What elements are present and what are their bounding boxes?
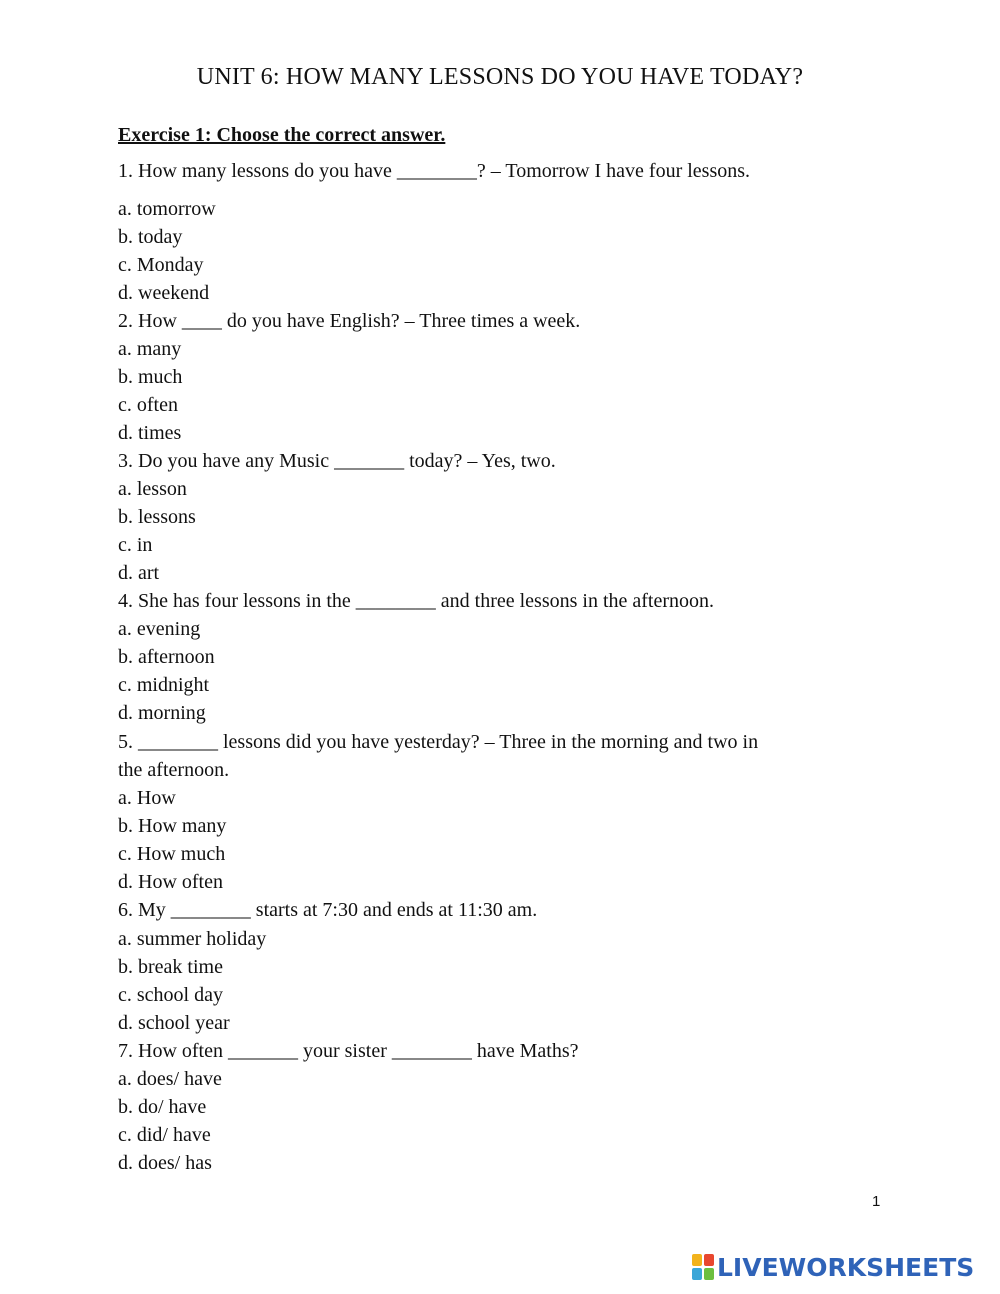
option-line: b. lessons bbox=[118, 506, 196, 528]
question-5: 5. ________ lessons did you have yesterday? – Three in the morning and two in bbox=[118, 731, 759, 753]
option-line: b. today bbox=[118, 226, 183, 248]
option-line: b. break time bbox=[118, 956, 223, 978]
option-line: d. How often bbox=[118, 871, 223, 893]
option-line: a. does/ have bbox=[118, 1068, 222, 1090]
option-line: c. midnight bbox=[118, 674, 210, 696]
liveworksheets-logo[interactable] bbox=[692, 1254, 974, 1280]
option-line: c. How much bbox=[118, 843, 226, 865]
question-3: 3. Do you have any Music _______ today? – Yes, two. bbox=[118, 450, 556, 472]
option-line: a. lesson bbox=[118, 478, 187, 500]
option-line: a. tomorrow bbox=[118, 198, 216, 220]
option-line: c. Monday bbox=[118, 254, 204, 276]
exercise-heading: Exercise 1: Choose the correct answer. bbox=[118, 124, 446, 146]
question-1: 1. How many lessons do you have ________? – Tomorrow I have four lessons. bbox=[118, 160, 751, 182]
option-line: d. morning bbox=[118, 702, 206, 724]
question-6: 6. My ________ starts at 7:30 and ends at 11:30 am. bbox=[118, 899, 538, 921]
option-line: d. does/ has bbox=[118, 1152, 212, 1174]
option-line: c. did/ have bbox=[118, 1124, 211, 1146]
option-line: d. school year bbox=[118, 1012, 230, 1034]
option-line: c. often bbox=[118, 394, 178, 416]
question-2: 2. How ____ do you have English? – Three times a week. bbox=[118, 310, 581, 332]
option-line: b. do/ have bbox=[118, 1096, 207, 1118]
option-line: d. art bbox=[118, 562, 160, 584]
option-line: a. How bbox=[118, 787, 176, 809]
option-line: a. many bbox=[118, 338, 182, 360]
option-line: d. times bbox=[118, 422, 182, 444]
option-line: a. summer holiday bbox=[118, 928, 267, 950]
option-line: c. in bbox=[118, 534, 153, 556]
question-5-continued: the afternoon. bbox=[118, 759, 230, 781]
option-line: a. evening bbox=[118, 618, 201, 640]
page-title: UNIT 6: HOW MANY LESSONS DO YOU HAVE TODAY? bbox=[196, 64, 804, 90]
option-line: d. weekend bbox=[118, 282, 210, 304]
option-line: b. much bbox=[118, 366, 183, 388]
liveworksheets-logo-icon bbox=[692, 1254, 714, 1280]
option-line: c. school day bbox=[118, 984, 223, 1006]
page-number: 1 bbox=[872, 1193, 881, 1210]
option-line: b. afternoon bbox=[118, 646, 215, 668]
liveworksheets-brand-text: LIVEWORKSHEETS bbox=[717, 1252, 975, 1282]
question-4: 4. She has four lessons in the ________ and three lessons in the afternoon. bbox=[118, 590, 715, 612]
option-line: b. How many bbox=[118, 815, 227, 837]
question-7: 7. How often _______ your sister ________ have Maths? bbox=[118, 1040, 579, 1062]
